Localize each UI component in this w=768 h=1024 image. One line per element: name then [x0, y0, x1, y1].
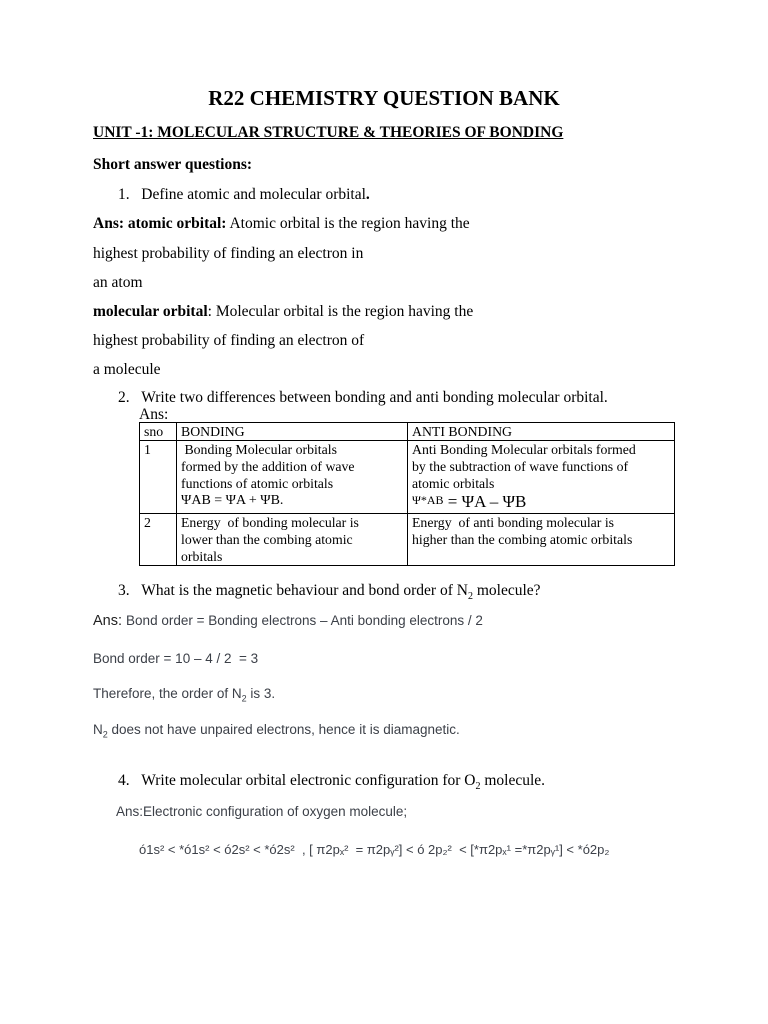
cell-line: Anti Bonding Molecular orbitals formed [412, 442, 636, 457]
question-4 [118, 772, 546, 793]
table-cell-anti-bonding [408, 441, 675, 514]
question-number: 3. [118, 582, 130, 599]
answer-o2-config-intro: Ans:Electronic configuration of oxygen molecule; [116, 804, 408, 819]
answer-text: is 3. [246, 686, 276, 701]
section-heading: Short answer questions: [93, 156, 253, 173]
answer-line: a molecule [93, 361, 161, 378]
cell-line: functions of atomic orbitals [181, 476, 334, 491]
answer-line: highest probability of finding an electron of [93, 332, 365, 349]
table-header: sno [140, 423, 177, 441]
table-row [140, 441, 675, 514]
answer-label: Ans: [139, 406, 169, 423]
question-text: molecule? [472, 582, 541, 599]
answer-label: molecular orbital [93, 303, 208, 320]
answer-text: : Molecular orbital is the region having the [207, 303, 474, 320]
answer-label: Ans: [93, 613, 127, 629]
subscript: 2 [102, 729, 108, 740]
question-text: Define atomic and molecular orbital [141, 186, 366, 203]
answer-diamagnetic [93, 722, 460, 740]
question-3 [118, 582, 541, 603]
answer-text: Bond order = Bonding electrons – Anti bonding electrons / 2 [126, 613, 483, 628]
answer-bond-order-formula [93, 613, 483, 629]
question-text: Write molecular orbital electronic configuration for O [141, 772, 476, 789]
table-cell-anti-bonding [408, 514, 675, 566]
formula-rhs: = ΨA – ΨB [443, 492, 527, 511]
question-2 [118, 389, 608, 407]
cell-line: higher than the combing atomic orbitals [412, 532, 633, 547]
answer-atomic-orbital [93, 215, 470, 233]
page-title: R22 CHEMISTRY QUESTION BANK [208, 86, 560, 110]
comparison-table [139, 422, 675, 566]
question-number: 1. [118, 186, 130, 203]
answer-line: an atom [93, 274, 143, 291]
answer-molecular-orbital [93, 303, 473, 321]
cell-line: formed by the addition of wave [181, 459, 355, 474]
answer-text: Atomic orbital is the region having the [226, 215, 470, 232]
anti-bonding-formula [412, 492, 670, 513]
subscript: 2 [241, 693, 247, 704]
cell-line: by the subtraction of wave functions of [412, 459, 629, 474]
cell-line: atomic orbitals [412, 476, 495, 491]
answer-bond-order-value: Bond order = 10 – 4 / 2 = 3 [93, 651, 259, 666]
question-number: 4. [118, 772, 130, 789]
unit-heading: UNIT -1: MOLECULAR STRUCTURE & THEORIES OF BONDING [93, 124, 564, 141]
answer-o2-config: ó1s² < *ó1s² < ó2s² < *ó2s² , [ π2pₓ² = π2pᵧ²] < ó 2p₂² < [*π2pₓ¹ =*π2pᵧ¹] < *ó2p₂ [139, 842, 610, 857]
table-cell-sno: 1 [140, 441, 177, 514]
cell-line: Energy of bonding molecular is [181, 515, 359, 530]
cell-line: Energy of anti bonding molecular is [412, 515, 615, 530]
question-period: . [365, 186, 370, 203]
answer-therefore [93, 686, 276, 704]
cell-line: Bonding Molecular orbitals [181, 442, 337, 457]
table-cell-sno: 2 [140, 514, 177, 566]
question-text: What is the magnetic behaviour and bond order of N [141, 582, 468, 599]
subscript: 2 [467, 591, 473, 603]
table-row [140, 514, 675, 566]
subscript: 2 [475, 781, 481, 793]
table-cell-bonding [177, 441, 408, 514]
table-header: BONDING [177, 423, 408, 441]
answer-line: highest probability of finding an electron in [93, 245, 364, 262]
question-1 [118, 186, 370, 204]
question-text: Write two differences between bonding and anti bonding molecular orbital. [141, 389, 608, 406]
answer-text: N [93, 722, 103, 737]
table-cell-bonding [177, 514, 408, 566]
question-text: molecule. [480, 772, 546, 789]
answer-text: does not have unpaired electrons, hence it is diamagnetic. [107, 722, 460, 737]
formula-lhs: Ψ*AB [412, 493, 444, 507]
answer-label: Ans: atomic orbital: [93, 215, 227, 232]
question-number: 2. [118, 389, 130, 406]
cell-line: lower than the combing atomic [181, 532, 353, 547]
answer-text: Therefore, the order of N [93, 686, 242, 701]
bonding-formula: ΨAB = ΨA + ΨB. [181, 493, 284, 508]
table-header: ANTI BONDING [408, 423, 675, 441]
table-header-row [140, 423, 675, 441]
cell-line: orbitals [181, 549, 223, 564]
